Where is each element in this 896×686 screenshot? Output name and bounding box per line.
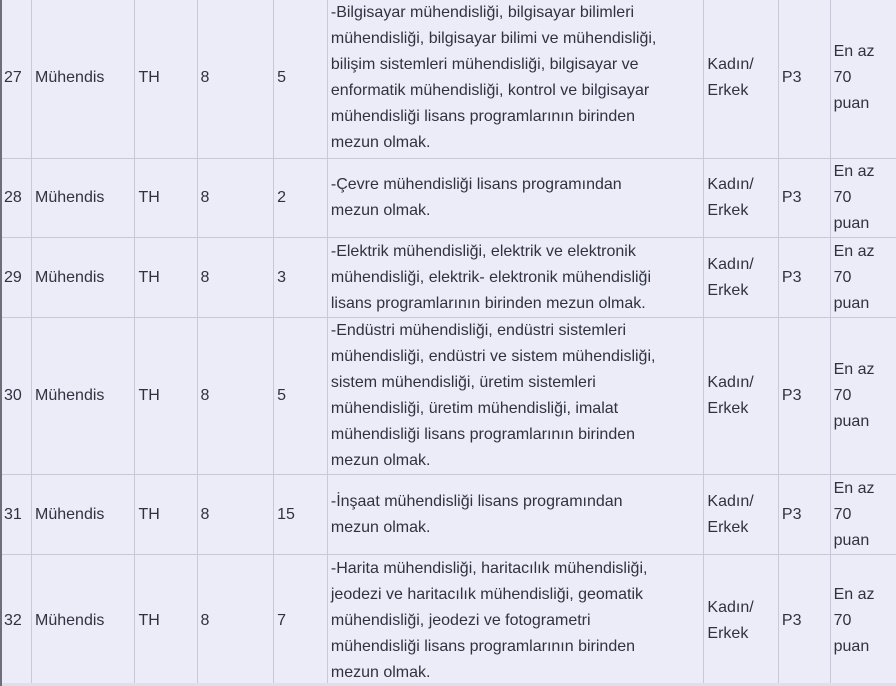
gender-line: Kadın/ [707,255,754,273]
gender-line: Erkek [707,400,749,417]
qualification-line: mezun olmak. [330,518,431,536]
qualification-cell [327,318,704,475]
code-cell: TH [135,159,197,238]
gender-line: Erkek [707,625,749,642]
gender-cell [704,475,778,555]
qualification-line: -Bilgisayar mühendisliği, bilgisayar bilimleri [330,4,635,21]
code-cell: TH [135,0,197,159]
row-number: 30 [1,318,32,475]
qualification-line: mühendisliği, jeodezi ve fotogrametri [330,612,591,629]
degree-cell: 8 [197,555,274,686]
degree-cell: 8 [197,475,274,555]
gender-line: Kadın/ [707,56,754,73]
score-type-cell: P3 [778,318,830,475]
qualification-cell [327,555,704,686]
qualification-line: -Elektrik mühendisliği, elektrik ve elektronik [330,242,636,260]
row-number: 29 [1,238,32,318]
qualification-line: mezun olmak. [330,202,431,219]
title-cell: Mühendis [32,475,135,555]
qualification-line: mühendisliği, endüstri ve sistem mühendisliği, [330,348,656,365]
gender-line: Kadın/ [707,176,754,193]
gender-line: Kadın/ [707,599,754,616]
row-number: 27 [1,0,32,159]
count-cell: 2 [274,159,328,238]
minimum-score-cell [830,555,896,686]
table-row [1,318,896,475]
minimum-score-line: En az [833,163,875,180]
degree-cell: 8 [197,238,274,318]
minimum-score-line: 70 [833,612,852,629]
degree-cell: 8 [197,318,274,475]
qualification-line: mühendisliği lisans programlarının birinden [330,638,636,655]
table-row [1,475,896,555]
code-cell: TH [135,555,197,686]
title-cell: Mühendis [32,318,135,475]
degree-cell: 8 [197,0,274,159]
table-row [1,238,896,318]
gender-cell [704,318,778,475]
qualification-cell [327,238,704,318]
minimum-score-line: En az [833,479,875,497]
code-cell: TH [135,475,197,555]
score-type-cell: P3 [778,475,830,555]
title-cell: Mühendis [32,238,135,318]
count-cell: 15 [274,475,328,555]
minimum-score-line: puan [833,531,870,549]
gender-line: Kadın/ [707,492,754,510]
minimum-score-cell [830,0,896,159]
row-number: 32 [1,555,32,686]
minimum-score-line: En az [833,586,875,603]
qualification-line: -Endüstri mühendisliği, endüstri sistemleri [330,322,627,339]
gender-line: Erkek [707,202,749,219]
minimum-score-line: puan [833,638,870,655]
row-number: 28 [1,159,32,238]
minimum-score-cell [830,238,896,318]
qualification-cell [327,0,704,159]
minimum-score-cell [830,475,896,555]
title-cell: Mühendis [32,555,135,686]
count-cell: 3 [274,238,328,318]
qualification-line: mühendisliği, bilgisayar bilimi ve mühendisliği, [330,30,657,47]
code-cell: TH [135,238,197,318]
count-cell: 5 [274,318,328,475]
qualification-line: mezun olmak. [330,664,431,681]
score-type-cell: P3 [778,159,830,238]
minimum-score-line: puan [833,294,870,312]
gender-cell [704,555,778,686]
qualification-line: bilişim sistemleri mühendisliği, bilgisayar ve [330,56,639,73]
qualification-cell [327,159,704,238]
qualification-line: -Harita mühendisliği, haritacılık mühendisliği, [330,560,648,577]
minimum-score-cell [830,318,896,475]
qualification-line: mühendisliği, elektrik- elektronik mühendisliği [330,268,651,286]
qualification-line: -İnşaat mühendisliği lisans programından [330,492,623,510]
title-cell: Mühendis [32,159,135,238]
gender-line: Erkek [707,518,749,536]
minimum-score-line: 70 [833,69,852,86]
gender-line: Erkek [707,82,749,99]
qualification-line: enformatik mühendisliği, kontrol ve bilgisayar [330,82,650,99]
count-cell: 7 [274,555,328,686]
qualification-line: mezun olmak. [330,134,431,151]
qualification-line: mühendisliği lisans programlarının birinden [330,426,636,443]
qualification-line: jeodezi ve haritacılık mühendisliği, geomatik [330,586,644,603]
score-type-cell: P3 [778,555,830,686]
gender-cell [704,238,778,318]
minimum-score-line: En az [833,242,875,260]
minimum-score-line: 70 [833,189,852,206]
table-row [1,0,896,159]
minimum-score-line: puan [833,95,870,112]
table-row [1,159,896,238]
table-row [1,555,896,686]
minimum-score-line: puan [833,215,870,232]
gender-cell [704,0,778,159]
qualification-line: lisans programlarının birinden mezun olmak. [330,294,646,312]
qualification-cell [327,475,704,555]
qualification-line: mühendisliği lisans programlarının birinden [330,108,636,125]
table-body [1,0,896,686]
qualification-line: mühendisliği, üretim mühendisliği, imalat [330,400,619,417]
count-cell: 5 [274,0,328,159]
code-cell: TH [135,318,197,475]
gender-line: Kadın/ [707,374,754,391]
minimum-score-line: 70 [833,505,852,523]
minimum-score-cell [830,159,896,238]
minimum-score-line: puan [833,413,870,430]
gender-cell [704,159,778,238]
score-type-cell: P3 [778,238,830,318]
qualification-line: -Çevre mühendisliği lisans programından [330,176,622,193]
minimum-score-line: En az [833,361,875,378]
minimum-score-line: 70 [833,268,852,286]
minimum-score-line: 70 [833,387,852,404]
score-type-cell: P3 [778,0,830,159]
gender-line: Erkek [707,281,749,299]
title-cell: Mühendis [32,0,135,159]
row-number: 31 [1,475,32,555]
degree-cell: 8 [197,159,274,238]
left-border [0,0,2,686]
qualification-line: sistem mühendisliği, üretim sistemleri [330,374,596,391]
qualification-line: mezun olmak. [330,452,431,469]
minimum-score-line: En az [833,43,875,60]
